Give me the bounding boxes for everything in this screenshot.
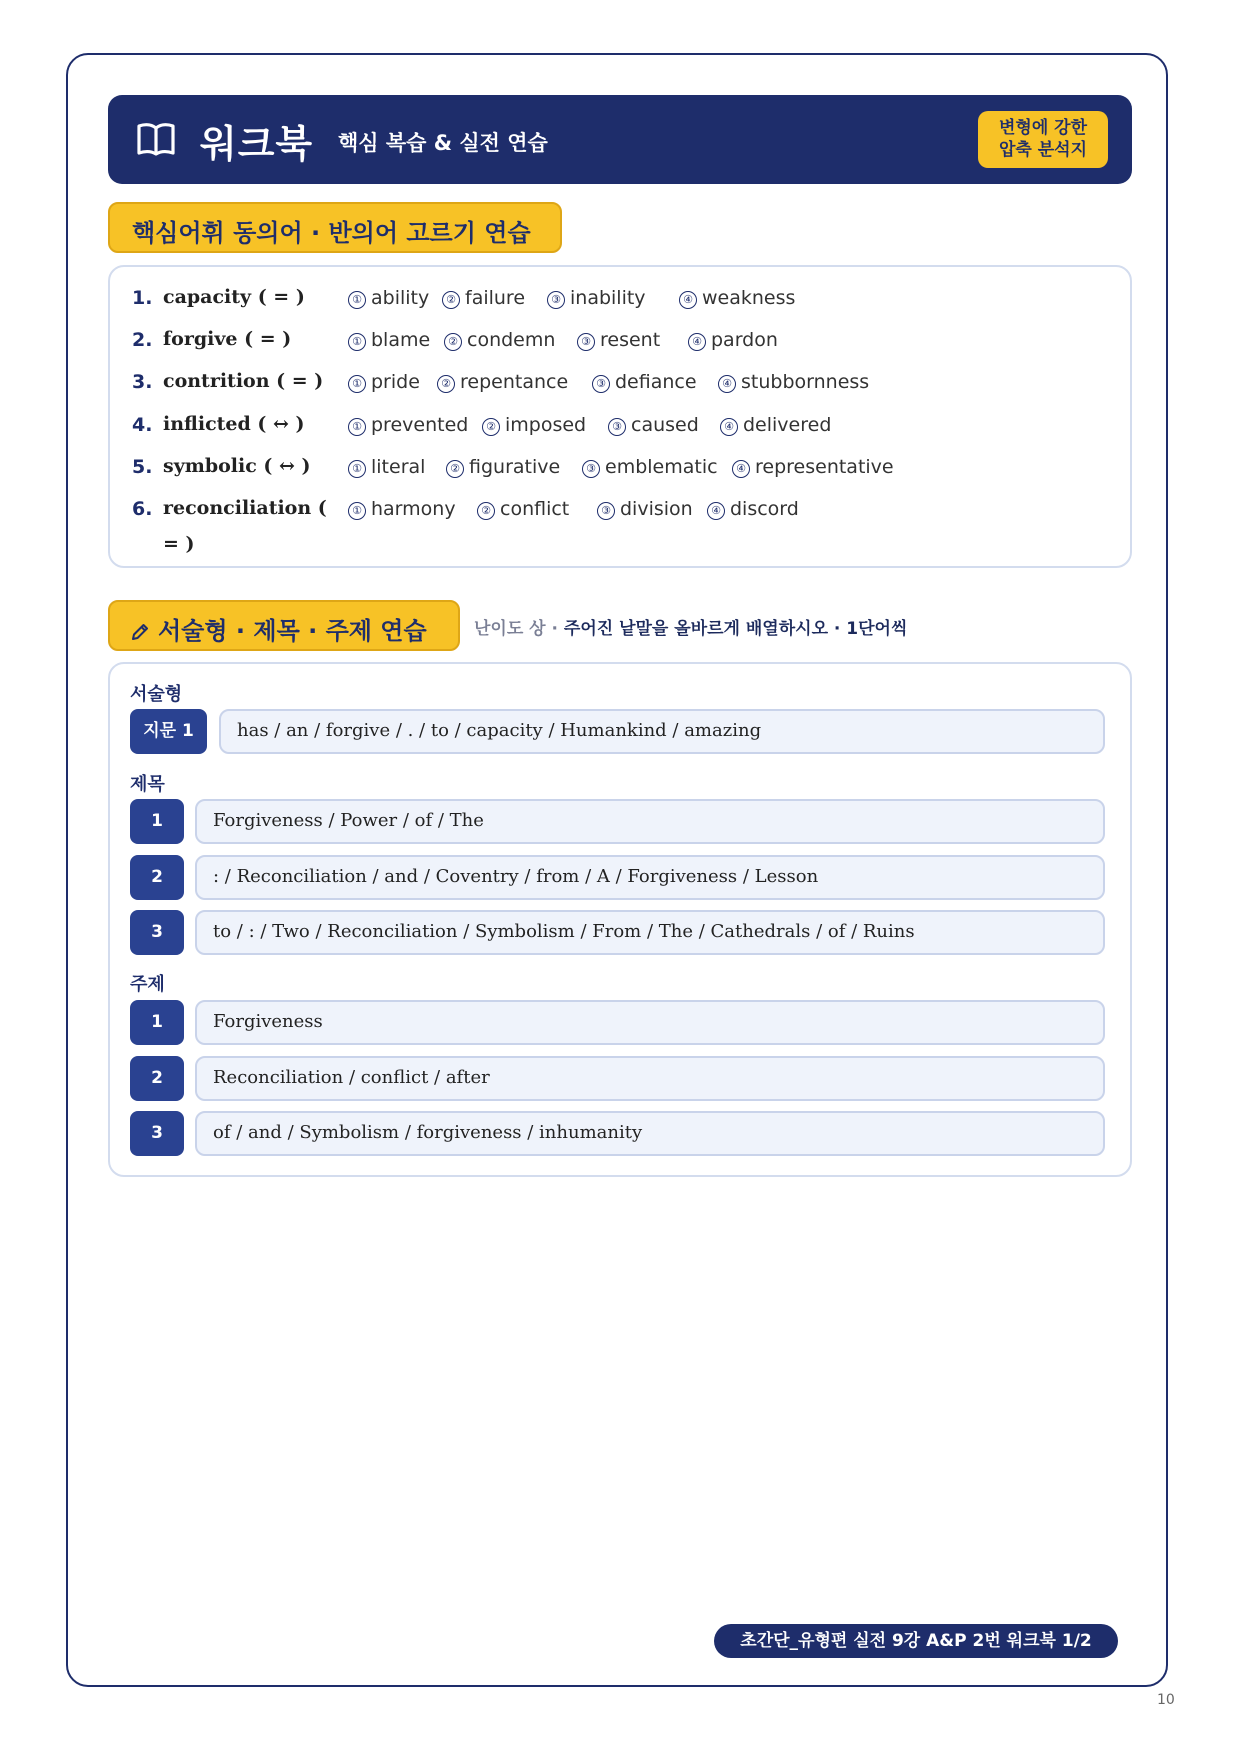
vocab-option[interactable]: ② repentance: [437, 371, 568, 393]
theme-label: 주제: [130, 974, 165, 995]
vocab-number: 5.: [132, 456, 153, 478]
option-marker: ①: [348, 333, 366, 351]
essay-label: 서술형: [130, 684, 183, 705]
vocab-section-title: 핵심어휘 동의어 · 반의어 고르기 연습: [108, 202, 562, 253]
vocab-option[interactable]: ③ defiance: [592, 371, 697, 393]
vocab-option[interactable]: ② condemn: [444, 329, 555, 351]
option-marker: ④: [732, 460, 750, 478]
vocab-option[interactable]: ① harmony: [348, 498, 456, 520]
option-marker: ①: [348, 375, 366, 393]
option-marker: ①: [348, 460, 366, 478]
passage-word-box[interactable]: has / an / forgive / . / to / capacity / Humankind / amazing: [219, 709, 1105, 754]
badge-line-2: 압축 분석지: [998, 140, 1088, 160]
option-marker: ①: [348, 291, 366, 309]
vocab-option[interactable]: ① ability: [348, 287, 429, 309]
vocab-option[interactable]: ④ delivered: [720, 414, 831, 436]
title-number: 3: [130, 910, 184, 955]
option-marker: ①: [348, 502, 366, 520]
option-marker: ③: [582, 460, 600, 478]
option-marker: ④: [688, 333, 706, 351]
page-subtitle: 핵심 복습 & 실전 연습: [338, 131, 548, 155]
title-number: 2: [130, 855, 184, 900]
vocab-option[interactable]: ① prevented: [348, 414, 468, 436]
pencil-icon: [130, 620, 150, 648]
theme-number: 3: [130, 1111, 184, 1156]
vocab-option[interactable]: ③ emblematic: [582, 456, 718, 478]
theme-word-box[interactable]: Forgiveness: [195, 1000, 1105, 1045]
option-marker: ④: [707, 502, 725, 520]
vocab-number: 6.: [132, 498, 153, 520]
theme-number: 2: [130, 1056, 184, 1101]
essay-section-label: 서술형 · 제목 · 주제 연습: [158, 617, 427, 645]
option-marker: ②: [437, 375, 455, 393]
vocab-number: 2.: [132, 329, 153, 351]
book-icon: [136, 121, 176, 161]
title-word-box[interactable]: Forgiveness / Power / of / The: [195, 799, 1105, 844]
difficulty-label: 난이도 상 ·: [474, 619, 564, 639]
header-badge: [978, 111, 1108, 168]
page-title: 워크북: [200, 122, 314, 166]
title-word-box[interactable]: to / : / Two / Reconciliation / Symbolism / From / The / Cathedrals / of / Ruins: [195, 910, 1105, 955]
passage-badge: 지문 1: [130, 709, 207, 754]
option-marker: ②: [444, 333, 462, 351]
vocab-word: inflicted ( ↔ ): [163, 413, 305, 435]
essay-instructions: [474, 614, 907, 639]
essay-section-title: [108, 600, 460, 651]
vocab-option[interactable]: ④ weakness: [679, 287, 795, 309]
vocab-word: contrition ( = ): [163, 370, 324, 392]
vocab-number: 3.: [132, 371, 153, 393]
instruction-text: 주어진 낱말을 올바르게 배열하시오 · 1단어씩: [563, 619, 908, 639]
vocab-option[interactable]: ② conflict: [477, 498, 569, 520]
vocab-option[interactable]: ② imposed: [482, 414, 586, 436]
vocab-word: symbolic ( ↔ ): [163, 455, 311, 477]
vocab-option[interactable]: ③ caused: [608, 414, 699, 436]
option-marker: ②: [482, 418, 500, 436]
vocab-option[interactable]: ④ representative: [732, 456, 894, 478]
footer-label: 초간단_유형편 실전 9강 A&P 2번 워크북 1/2: [714, 1624, 1118, 1658]
option-marker: ③: [608, 418, 626, 436]
option-marker: ②: [442, 291, 460, 309]
workbook-header: [108, 95, 1132, 184]
title-word-box[interactable]: : / Reconciliation / and / Coventry / from / A / Forgiveness / Lesson: [195, 855, 1105, 900]
option-marker: ③: [597, 502, 615, 520]
vocab-word: reconciliation ( = ): [163, 497, 327, 555]
title-number: 1: [130, 799, 184, 844]
vocab-option[interactable]: ① pride: [348, 371, 420, 393]
badge-line-1: 변형에 강한: [998, 118, 1088, 138]
vocab-option[interactable]: ① literal: [348, 456, 425, 478]
vocab-option[interactable]: ② failure: [442, 287, 525, 309]
option-marker: ③: [592, 375, 610, 393]
title-label: 제목: [130, 774, 165, 795]
option-marker: ②: [477, 502, 495, 520]
option-marker: ④: [720, 418, 738, 436]
vocab-option[interactable]: ④ pardon: [688, 329, 778, 351]
vocab-option[interactable]: ③ division: [597, 498, 693, 520]
option-marker: ④: [718, 375, 736, 393]
vocab-option[interactable]: ① blame: [348, 329, 430, 351]
page-number: 10: [1157, 1692, 1175, 1708]
vocab-number: 4.: [132, 414, 153, 436]
theme-word-box[interactable]: of / and / Symbolism / forgiveness / inhumanity: [195, 1111, 1105, 1156]
vocab-word: capacity ( = ): [163, 286, 305, 308]
option-marker: ③: [547, 291, 565, 309]
vocab-word: forgive ( = ): [163, 328, 292, 350]
vocab-number: 1.: [132, 287, 153, 309]
vocab-option[interactable]: ③ resent: [577, 329, 660, 351]
vocab-list: [108, 265, 1132, 568]
option-marker: ④: [679, 291, 697, 309]
vocab-option[interactable]: ④ discord: [707, 498, 799, 520]
vocab-option[interactable]: ② figurative: [446, 456, 560, 478]
vocab-option[interactable]: ④ stubbornness: [718, 371, 869, 393]
option-marker: ②: [446, 460, 464, 478]
vocab-option[interactable]: ③ inability: [547, 287, 646, 309]
option-marker: ①: [348, 418, 366, 436]
option-marker: ③: [577, 333, 595, 351]
theme-word-box[interactable]: Reconciliation / conflict / after: [195, 1056, 1105, 1101]
theme-number: 1: [130, 1000, 184, 1045]
